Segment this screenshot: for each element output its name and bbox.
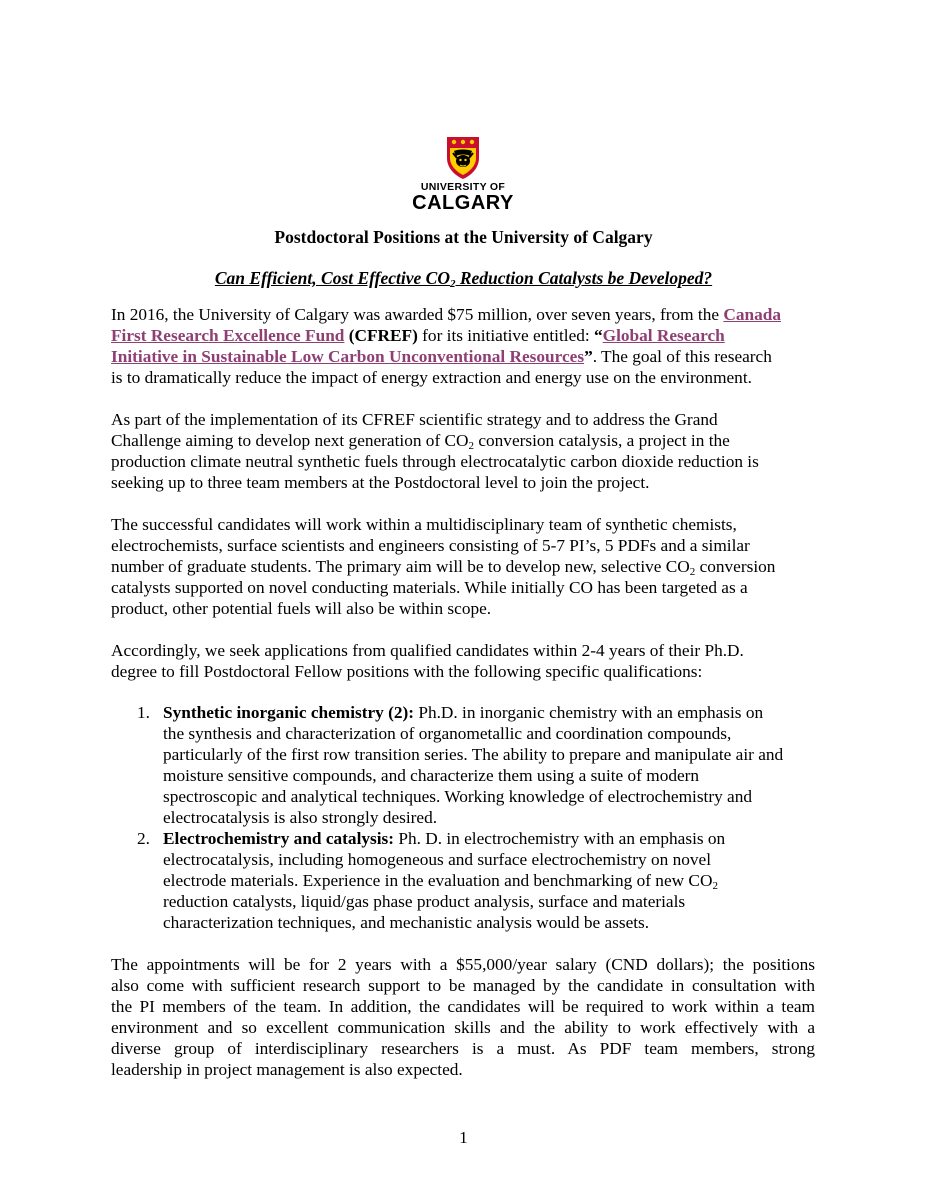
university-crest-icon bbox=[446, 136, 480, 180]
text-line: Accordingly, we seek applications from qualified candidates within 2-4 years of their Ph.D. bbox=[111, 641, 744, 660]
text-line: catalysts supported on novel conducting materials. While initially CO has been targeted as a bbox=[111, 578, 748, 597]
intro-paragraph bbox=[111, 304, 815, 388]
list-item bbox=[111, 702, 815, 828]
subscript: 2 bbox=[689, 566, 696, 578]
text-line: product, other potential fuels will also be within scope. bbox=[111, 599, 492, 618]
text-line: As part of the implementation of its CFREF scientific strategy and to address the Grand bbox=[111, 410, 718, 429]
text-line bbox=[111, 430, 815, 451]
cfref-link-continued[interactable]: First Research Excellence Fund bbox=[111, 326, 345, 345]
qualifications-list bbox=[111, 702, 815, 933]
text-line bbox=[111, 556, 815, 577]
text-span: for its initiative entitled: bbox=[417, 326, 594, 345]
text-line: reduction catalysts, liquid/gas phase product analysis, surface and materials bbox=[163, 892, 686, 911]
text-line: leadership in project management is also expected. bbox=[111, 1060, 463, 1079]
text-line: moisture sensitive compounds, and characterize them using a suite of modern bbox=[163, 766, 700, 785]
subtitle-subscript: 2 bbox=[449, 278, 456, 290]
text-line: seeking up to three team members at the Postdoctoral level to join the project. bbox=[111, 473, 650, 492]
text-line: spectroscopic and analytical techniques. Working knowledge of electrochemistry and bbox=[163, 787, 753, 806]
quote-mark: “ bbox=[594, 326, 603, 345]
text-line: electrocatalysis, including homogeneous and surface electrochemistry on novel bbox=[163, 850, 712, 869]
page-number: 1 bbox=[459, 1128, 468, 1147]
text-span: Challenge aiming to develop next generation of CO bbox=[111, 431, 469, 450]
list-number: 1. bbox=[137, 703, 150, 722]
strategy-paragraph bbox=[111, 409, 815, 493]
text-span: . The goal of this research bbox=[592, 347, 772, 366]
text-span: conversion bbox=[695, 557, 776, 576]
text-line: environment and so excellent communication skills and the ability to work effectively with a bbox=[111, 1018, 815, 1037]
text-span: conversion catalysis, a project in the bbox=[474, 431, 730, 450]
subscript: 2 bbox=[468, 440, 475, 452]
initiative-link[interactable]: Global Research bbox=[602, 326, 725, 345]
text-span: In 2016, the University of Calgary was awarded $75 million, over seven years, from the bbox=[111, 305, 724, 324]
cfref-link[interactable]: Canada bbox=[723, 305, 781, 324]
text-line: production climate neutral synthetic fuels through electrocatalytic carbon dioxide reduction is bbox=[111, 452, 759, 471]
initiative-link-continued[interactable]: Initiative in Sustainable Low Carbon Unconventional Resources bbox=[111, 347, 585, 366]
logo-text-line1: UNIVERSITY OF bbox=[420, 181, 506, 193]
text-line: degree to fill Postdoctoral Fellow positions with the following specific qualifications: bbox=[111, 662, 703, 681]
text-line: also come with sufficient research support to be managed by the candidate in consultation with bbox=[111, 976, 815, 995]
text-line: the synthesis and characterization of organometallic and coordination compounds, bbox=[163, 724, 732, 743]
cfref-acronym: (CFREF) bbox=[348, 326, 418, 345]
list-number: 2. bbox=[137, 829, 150, 848]
text-line: characterization techniques, and mechanistic analysis would be assets. bbox=[163, 913, 650, 932]
page-subtitle bbox=[0, 268, 927, 289]
text-line: the PI members of the team. In addition, the candidates will be required to work within a team bbox=[111, 997, 815, 1016]
list-item bbox=[111, 828, 815, 933]
subtitle-text-pre: Can Efficient, Cost Effective CO bbox=[214, 268, 450, 288]
text-span: Ph.D. in inorganic chemistry with an emphasis on bbox=[414, 703, 764, 722]
text-line bbox=[111, 325, 815, 346]
text-line: diverse group of interdisciplinary researchers is a must. As PDF team members, strong bbox=[111, 1039, 815, 1058]
page-title: Postdoctoral Positions at the University of Calgary bbox=[274, 227, 653, 247]
text-line: The appointments will be for 2 years with a $55,000/year salary (CND dollars); the positions bbox=[111, 955, 815, 974]
text-line: electrochemists, surface scientists and engineers consisting of 5-7 PI’s, 5 PDFs and a similar bbox=[111, 536, 750, 555]
subtitle-text-post: Reduction Catalysts be Developed? bbox=[455, 268, 713, 288]
text-line bbox=[163, 828, 815, 849]
text-line bbox=[111, 304, 815, 325]
text-line: electrocatalysis is also strongly desired. bbox=[163, 808, 438, 827]
text-line: The successful candidates will work within a multidisciplinary team of synthetic chemists, bbox=[111, 515, 737, 534]
applications-paragraph bbox=[111, 640, 815, 682]
appointment-paragraph bbox=[111, 954, 815, 1080]
text-line bbox=[111, 346, 815, 367]
text-line bbox=[163, 702, 815, 723]
team-paragraph bbox=[111, 514, 815, 619]
text-span: number of graduate students. The primary aim will be to develop new, selective CO bbox=[111, 557, 690, 576]
subscript: 2 bbox=[712, 880, 718, 892]
text-line: particularly of the first row transition series. The ability to prepare and manipulate air and bbox=[163, 745, 784, 764]
logo-text-line2: CALGARY bbox=[412, 192, 514, 214]
text-line: is to dramatically reduce the impact of energy extraction and energy use on the environment. bbox=[111, 368, 752, 387]
text-line bbox=[163, 870, 815, 891]
text-span: electrode materials. Experience in the evaluation and benchmarking of new CO bbox=[163, 871, 713, 890]
item-heading: Electrochemistry and catalysis: bbox=[163, 829, 395, 848]
quote-mark: ” bbox=[584, 347, 593, 366]
university-logo bbox=[408, 136, 518, 216]
text-span: Ph. D. in electrochemistry with an emphasis on bbox=[394, 829, 726, 848]
item-heading: Synthetic inorganic chemistry (2): bbox=[163, 703, 415, 722]
